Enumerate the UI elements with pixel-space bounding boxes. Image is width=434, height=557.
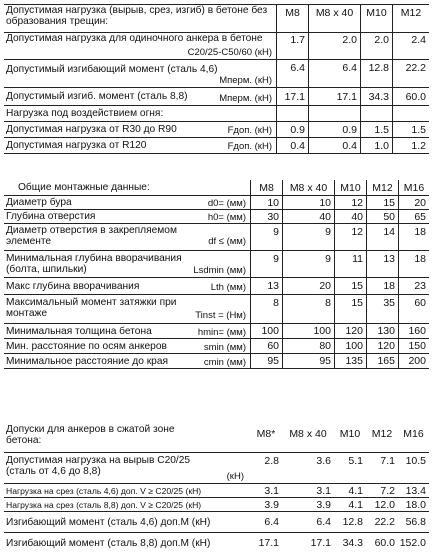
row-unit: (кН) [226, 471, 244, 482]
row-unit: Mперм. (кН) [219, 93, 272, 104]
row-unit: C20/25-C50/60 (кН) [187, 47, 272, 58]
cell-value: 60 [398, 295, 429, 323]
header-col: M10 [334, 180, 366, 195]
cell-value: 165 [366, 354, 398, 368]
table-row [4, 533, 429, 553]
cell-value: 34.3 [360, 88, 392, 105]
cell-value: 5.1 [348, 455, 363, 467]
header-col: M8 x 40 [282, 180, 334, 195]
header-col: M8 [250, 180, 282, 195]
cell-value: 15 [334, 278, 366, 294]
row-unit: Tinst = (Нм) [195, 310, 246, 321]
cell-value: 14 [366, 224, 398, 250]
cell-value: 9 [282, 224, 334, 250]
cell-value [360, 106, 392, 121]
row-label: Допустимая нагрузка на вырыв C20/25 (сталь от 4,6 до 8,8) [6, 455, 191, 477]
cell-value: 80 [282, 339, 334, 353]
cell-value: 2.8 [264, 455, 279, 467]
row-label: Минимальная глубина вворачивания (болта, шпильки) [6, 253, 182, 275]
row-unit: Lth (мм) [210, 282, 246, 293]
row-label: Изгибающий момент (сталь 8,8) доп.М (кН) [6, 538, 211, 549]
cell-value: 2.0 [308, 32, 360, 59]
row-label: Глубина отверстия [6, 211, 96, 222]
cell-value: 1.7 [276, 32, 308, 59]
cell-value: 3.9 [316, 498, 331, 511]
row-unit: smin (мм) [203, 342, 246, 353]
cell-value: 13 [366, 251, 398, 277]
header-col: M12 [366, 180, 398, 195]
cell-value: 20 [398, 196, 429, 209]
cell-value: 65 [398, 210, 429, 223]
table-row [4, 138, 429, 154]
cell-value: 3.1 [316, 484, 331, 497]
cell-value: 12.0 [374, 498, 395, 511]
cell-value: 100 [250, 324, 282, 338]
cell-value: 18 [398, 224, 429, 250]
header-col: M10 [339, 428, 361, 440]
row-unit: d0= (мм) [207, 198, 246, 209]
cell-value: 50 [366, 210, 398, 223]
cell-value: 200 [398, 354, 429, 368]
table-row [4, 224, 429, 251]
cell-value: 22.2 [374, 516, 395, 528]
row-unit: Fдоп. (кН) [227, 125, 272, 136]
cell-value: 3.6 [316, 455, 331, 467]
row-unit: Fдоп. (кН) [227, 141, 272, 152]
table-header-row [4, 4, 429, 33]
cell-value: 15 [334, 295, 366, 323]
cell-value: 2.4 [392, 32, 429, 59]
cell-value: 95 [250, 354, 282, 368]
table-row [4, 88, 429, 106]
cell-value: 0.9 [308, 122, 360, 137]
cell-value [308, 106, 360, 121]
row-label: Диаметр отверстия в закрепляемом элементе [6, 225, 177, 247]
cell-value: 120 [366, 339, 398, 353]
cell-value: 11 [334, 251, 366, 277]
table-row [4, 295, 429, 324]
cell-value: 35 [366, 295, 398, 323]
cell-value: 9 [282, 251, 334, 277]
cell-value: 0.9 [276, 122, 308, 137]
table-row [4, 453, 429, 484]
row-label: Изгибающий момент (сталь 4,6) доп.М (кН) [6, 517, 211, 528]
cell-value: 150 [398, 339, 429, 353]
cell-value: 10 [250, 196, 282, 209]
row-label: Допустимая нагрузка от R120 [6, 140, 147, 151]
table-row [4, 278, 429, 295]
cell-value: 34.3 [342, 537, 363, 549]
cell-value: 30 [250, 210, 282, 223]
table-row [4, 354, 429, 369]
cell-value: 40 [334, 210, 366, 223]
cell-value: 13 [250, 278, 282, 294]
cell-value: 12 [334, 196, 366, 209]
table-row [4, 498, 429, 512]
cell-value [276, 106, 308, 121]
row-label: Допустимый изгибающий момент (сталь 4,6) [6, 64, 218, 75]
cell-value: 9 [250, 251, 282, 277]
row-label: Допустимая нагрузка для одиночного анкера в бетоне [6, 33, 263, 44]
cell-value: 7.2 [380, 484, 395, 497]
cell-value: 4.1 [348, 498, 363, 511]
cell-value: 6.4 [308, 60, 360, 87]
row-label: Минимальная толщина бетона [6, 326, 152, 337]
cell-value: 18.0 [405, 498, 426, 511]
cell-value: 23 [398, 278, 429, 294]
row-unit: cmin (мм) [203, 357, 246, 368]
cell-value: 8 [282, 295, 334, 323]
row-label: Нагрузка на срез (сталь 4,6) доп. V ≥ C20/25 (кН) [6, 486, 202, 496]
cell-value: 1.2 [392, 138, 429, 153]
header-col: M10 [360, 5, 392, 32]
table-row [4, 251, 429, 278]
row-label: Диаметр бура [6, 197, 72, 208]
table-row [4, 122, 429, 138]
cell-value: 13.4 [405, 484, 426, 497]
table-row [4, 512, 429, 533]
cell-value: 0.4 [308, 138, 360, 153]
row-label: Минимальное расстояние до края [6, 356, 169, 367]
cell-value: 160 [398, 324, 429, 338]
cell-value: 17.1 [308, 88, 360, 105]
cell-value: 8 [250, 295, 282, 323]
cell-value: 100 [334, 339, 366, 353]
cell-value: 20 [282, 278, 334, 294]
cell-value: 152.0 [399, 537, 426, 549]
cell-value: 6.4 [264, 516, 279, 528]
table-row [4, 210, 429, 224]
cell-value: 15 [366, 196, 398, 209]
cell-value: 17.1 [310, 537, 331, 549]
cell-value: 60.0 [392, 88, 429, 105]
header-col: M8 [276, 5, 308, 32]
cell-value: 2.0 [360, 32, 392, 59]
cell-value: 3.1 [264, 484, 279, 497]
cell-value: 10.5 [405, 455, 426, 467]
cell-value: 60.0 [374, 537, 395, 549]
row-label: Мин. расстояние по осям анкеров [6, 341, 167, 352]
table-row [4, 32, 429, 60]
table-row [4, 60, 429, 88]
row-unit: Lsdmin (мм) [193, 265, 246, 276]
row-label: Нагрузка на срез (сталь 8,8) доп. V ≥ C20/25 (кН) [6, 500, 202, 510]
cell-value: 4.1 [348, 484, 363, 497]
cell-value: 17.1 [258, 537, 279, 549]
cell-value: 7.1 [380, 455, 395, 467]
header-label: Допустимая нагрузка (вырыв, срез, изгиб) в бетоне без образования трещин: [6, 5, 268, 27]
cell-value: 10 [282, 196, 334, 209]
cell-value: 12 [334, 224, 366, 250]
cell-value: 6.4 [276, 60, 308, 87]
row-label: Допустимая нагрузка от R30 до R90 [6, 124, 177, 135]
header-col: M12 [371, 428, 393, 440]
row-label: Макс глубина вворачивания [6, 281, 140, 292]
row-label: Максимальный момент затяжки при монтаже [6, 297, 177, 319]
cell-value: 40 [282, 210, 334, 223]
cell-value: 1.5 [360, 122, 392, 137]
header-col: M16 [403, 428, 424, 440]
row-label: Нагрузка под воздействием огня: [6, 108, 164, 119]
header-col: M16 [398, 180, 429, 195]
table-row [4, 196, 429, 210]
cell-value: 12.8 [342, 516, 363, 528]
cell-value: 100 [282, 324, 334, 338]
table-row [4, 339, 429, 354]
header-col: M8 x 40 [289, 428, 327, 440]
cell-value: 18 [366, 278, 398, 294]
table-row [4, 324, 429, 339]
cell-value: 95 [282, 354, 334, 368]
cell-value: 1.0 [360, 138, 392, 153]
table-header-row [4, 180, 429, 196]
row-unit: Mперм. (кН) [219, 75, 272, 86]
cell-value: 135 [334, 354, 366, 368]
row-unit: h0= (мм) [207, 212, 246, 223]
header-col: M8 x 40 [308, 5, 360, 32]
cell-value: 22.2 [392, 60, 429, 87]
cell-value: 3.9 [264, 498, 279, 511]
cell-value: 12.8 [360, 60, 392, 87]
table-row [4, 106, 429, 122]
cell-value: 9 [250, 224, 282, 250]
table-row [4, 484, 429, 498]
cell-value [392, 106, 429, 121]
cell-value: 18 [398, 251, 429, 277]
cell-value: 1.5 [392, 122, 429, 137]
row-unit: hmin= (мм) [197, 327, 246, 338]
row-label: Допустимый изгиб. момент (сталь 8,8) [6, 91, 188, 102]
row-unit: df ≤ (мм) [208, 236, 246, 247]
cell-value: 130 [366, 324, 398, 338]
cell-value: 120 [334, 324, 366, 338]
cell-value: 6.4 [316, 516, 331, 528]
header-col: M12 [392, 5, 429, 32]
header-col: M8* [256, 428, 276, 440]
table-header-row [4, 420, 429, 453]
table-title: Общие монтажные данные: [18, 182, 150, 193]
cell-value: 17.1 [276, 88, 308, 105]
table-title: Допуски для анкеров в сжатой зоне бетона: [6, 424, 175, 446]
cell-value: 60 [250, 339, 282, 353]
cell-value: 56.8 [405, 516, 426, 528]
cell-value: 0.4 [276, 138, 308, 153]
